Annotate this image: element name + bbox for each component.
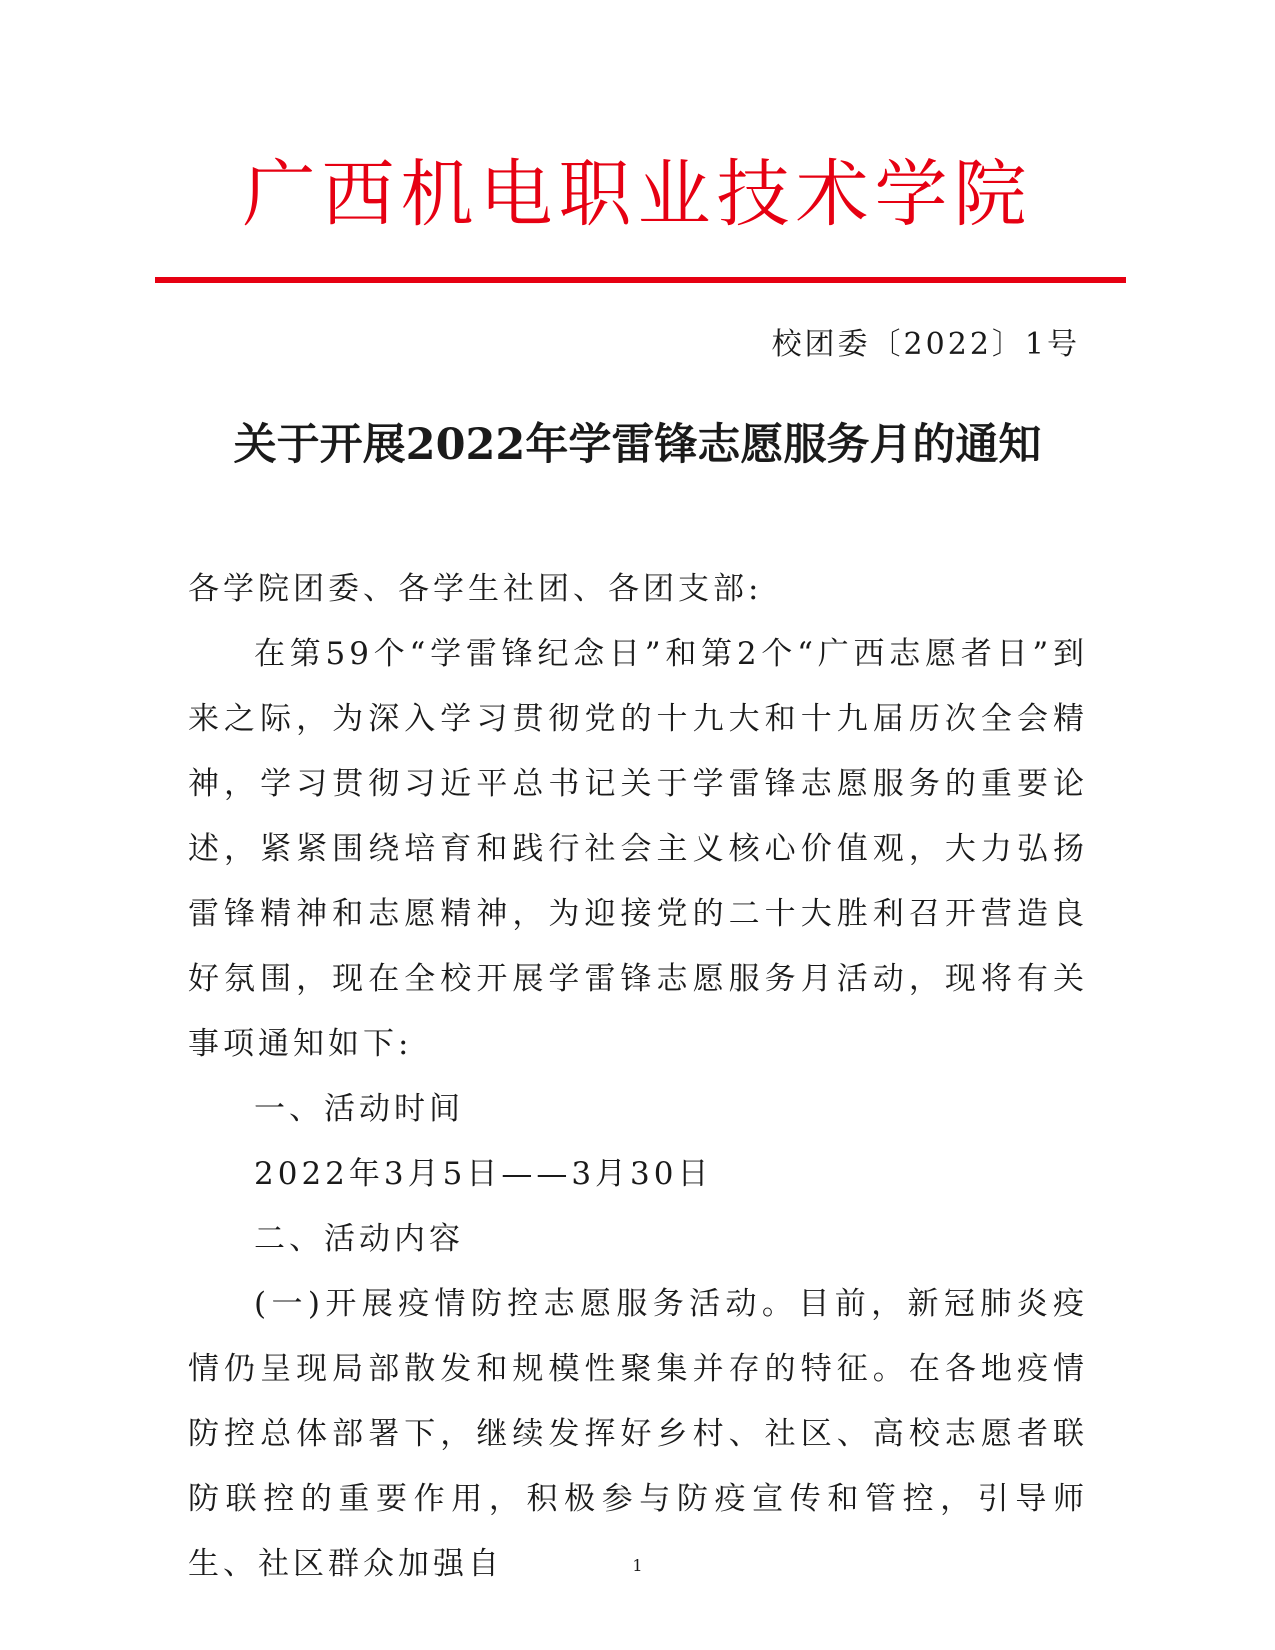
document-title: 关于开展2022年学雷锋志愿服务月的通知 <box>233 420 1042 470</box>
content-item-1: (一)开展疫情防控志愿服务活动。目前，新冠肺炎疫情仍呈现局部散发和规模性聚集并存的特征。在各地疫情防控总体部署下，继续发挥好乡村、社区、高校志愿者联防联控的重要作用，积极参与防疫宣传和管控，引导师生、社区群众加强自 <box>188 1286 1088 1582</box>
activity-dates: 2022年3月5日——3月30日 <box>254 1156 713 1192</box>
page-number: 1 <box>632 1556 643 1575</box>
section-heading-time: 一、活动时间 <box>254 1091 464 1127</box>
institution-name: 广西机电职业技术学院 <box>242 152 1033 237</box>
red-divider <box>155 277 1126 283</box>
document-body <box>188 557 1088 1597</box>
salutation: 各学院团委、各学生社团、各团支部: <box>188 571 763 607</box>
intro-paragraph: 在第59个“学雷锋纪念日”和第2个“广西志愿者日”到来之际，为深入学习贯彻党的十九大和十九届历次全会精神，学习贯彻习近平总书记关于学雷锋志愿服务的重要论述，紧紧围绕培育和践行社会主义核心价值观，大力弘扬雷锋精神和志愿精神，为迎接党的二十大胜利召开营造良好氛围，现在全校开展学雷锋志愿服务月活动，现将有关事项通知如下: <box>188 636 1088 1062</box>
document-number: 校团委〔2022〕1号 <box>771 327 1080 362</box>
section-heading-content: 二、活动内容 <box>254 1221 464 1257</box>
